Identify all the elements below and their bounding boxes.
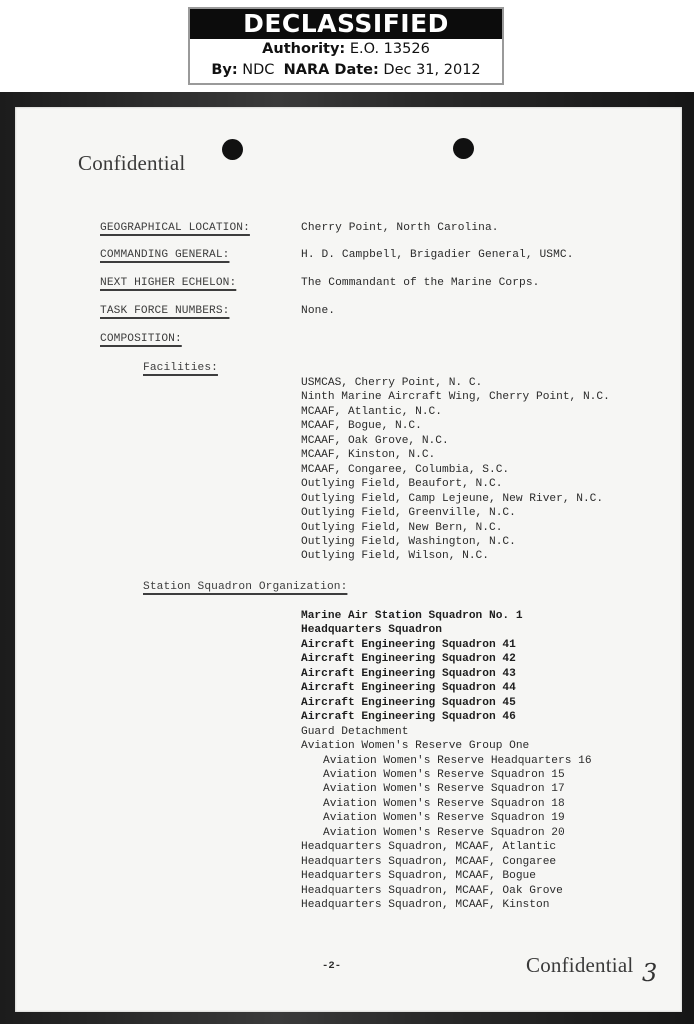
stamp-by-value: NDC <box>242 62 275 78</box>
squadron-subitem: Aviation Women's Reserve Squadron 18 <box>323 797 565 810</box>
field-label-commanding-general: COMMANDING GENERAL: <box>100 249 230 261</box>
facility-item: MCAAF, Bogue, N.C. <box>301 420 422 433</box>
field-label-geographical-location: GEOGRAPHICAL LOCATION: <box>100 222 250 234</box>
squadron-item: Aircraft Engineering Squadron 45 <box>301 696 516 709</box>
declassified-stamp <box>188 7 504 85</box>
squadron-item: Aircraft Engineering Squadron 46 <box>301 711 516 724</box>
facility-item: MCAAF, Congaree, Columbia, S.C. <box>301 463 510 476</box>
stamp-date-label: NARA Date: <box>283 62 379 78</box>
squadron-subitem: Aviation Women's Reserve Squadron 17 <box>323 783 565 796</box>
stamp-authority-line <box>190 39 502 60</box>
squadron-item: Aircraft Engineering Squadron 44 <box>301 682 516 695</box>
facility-item: MCAAF, Oak Grove, N.C. <box>301 434 449 447</box>
page-number: -2- <box>322 960 342 972</box>
field-label-composition: COMPOSITION: <box>100 333 182 345</box>
punch-hole-left <box>222 139 243 160</box>
squadron-item: Headquarters Squadron <box>301 624 442 637</box>
squadron-item: Guard Detachment <box>301 725 409 738</box>
stamp-by-line <box>190 60 502 81</box>
squadron-item: Aviation Women's Reserve Group One <box>301 740 530 753</box>
squadron-subitem: Aviation Women's Reserve Squadron 15 <box>323 768 565 781</box>
squadron-item: Aircraft Engineering Squadron 42 <box>301 653 516 666</box>
facility-item: MCAAF, Kinston, N.C. <box>301 449 436 462</box>
facility-item: Outlying Field, Beaufort, N.C. <box>301 478 503 491</box>
squadron-item: Headquarters Squadron, MCAAF, Kinston <box>301 899 550 912</box>
field-value-next-higher-echelon: The Commandant of the Marine Corps. <box>301 277 540 289</box>
punch-hole-right <box>453 138 474 159</box>
squadron-item: Aircraft Engineering Squadron 43 <box>301 667 516 680</box>
squadron-subitem: Aviation Women's Reserve Headquarters 16 <box>323 754 592 767</box>
squadron-item: Headquarters Squadron, MCAAF, Atlantic <box>301 841 557 854</box>
squadron-item: Aircraft Engineering Squadron 41 <box>301 638 516 651</box>
facility-item: Outlying Field, Greenville, N.C. <box>301 507 516 520</box>
squadron-subitem: Aviation Women's Reserve Squadron 19 <box>323 812 565 825</box>
facility-item: Outlying Field, Camp Lejeune, New River, N.C. <box>301 492 604 505</box>
facilities-heading: Facilities: <box>143 362 218 374</box>
handwritten-page-mark: 3 <box>642 959 658 987</box>
field-value-geographical-location: Cherry Point, North Carolina. <box>301 222 499 234</box>
stamp-by-label: By: <box>211 62 238 78</box>
facility-item: USMCAS, Cherry Point, N. C. <box>301 377 483 389</box>
squadron-item: Headquarters Squadron, MCAAF, Congaree <box>301 855 557 868</box>
document-page <box>15 107 682 1012</box>
facility-item: Ninth Marine Aircraft Wing, Cherry Point, N.C. <box>301 391 610 404</box>
facility-item: Outlying Field, Washington, N.C. <box>301 535 516 548</box>
stamp-authority-value: E.O. 13526 <box>349 41 430 57</box>
field-value-commanding-general: H. D. Campbell, Brigadier General, USMC. <box>301 249 574 261</box>
station-squadron-heading: Station Squadron Organization: <box>143 581 348 593</box>
stamp-title: DECLASSIFIED <box>190 9 502 39</box>
facilities-list <box>301 376 610 564</box>
facility-item: Outlying Field, New Bern, N.C. <box>301 521 503 534</box>
squadron-item: Marine Air Station Squadron No. 1 <box>301 610 523 622</box>
classification-header: Confidential <box>78 151 186 175</box>
station-squadron-list <box>301 609 592 913</box>
facility-item: Outlying Field, Wilson, N.C. <box>301 550 489 563</box>
facility-item: MCAAF, Atlantic, N.C. <box>301 405 442 418</box>
classification-footer: Confidential <box>526 953 634 977</box>
field-value-task-force-numbers: None. <box>301 305 336 317</box>
field-label-task-force-numbers: TASK FORCE NUMBERS: <box>100 305 230 317</box>
squadron-subitem: Aviation Women's Reserve Squadron 20 <box>323 826 565 839</box>
stamp-date-value: Dec 31, 2012 <box>383 62 481 78</box>
stamp-authority-label: Authority: <box>262 41 346 57</box>
squadron-item: Headquarters Squadron, MCAAF, Bogue <box>301 870 536 883</box>
field-label-next-higher-echelon: NEXT HIGHER ECHELON: <box>100 277 237 289</box>
squadron-item: Headquarters Squadron, MCAAF, Oak Grove <box>301 884 563 897</box>
